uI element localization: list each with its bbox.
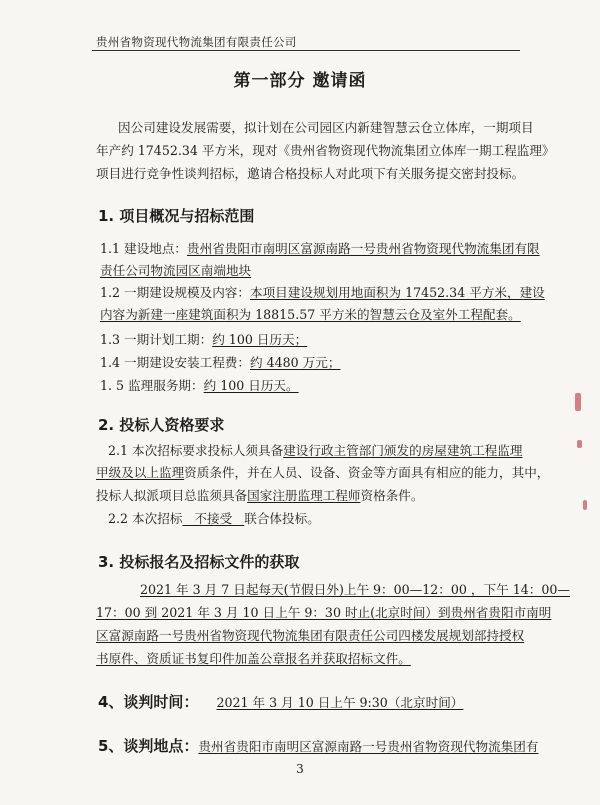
section-3-line-1: 2021 年 3 月 7 日起每天(节假日外)上午 9：00—12：00 ，下午 14：00— [140,582,570,597]
item-1-3-label: 1.3 一期计划工期： [100,332,213,347]
item-1-2 [100,285,545,301]
section-2-heading: 2. 投标人资格要求 [98,416,225,434]
section-3-line-2: 17：00 到 2021 年 3 月 10 日上午 9：30 时止(北京时间）到贵州省贵阳市南明 [96,605,552,620]
item-2-2-text: 2.2 本次招标 [108,511,183,526]
intro-line-3: 项目进行竞争性谈判招标，邀请合格投标人对此项下有关服务提交密封投标。 [96,166,525,181]
item-1-3 [100,332,307,348]
item-2-1-line-3 [96,488,423,504]
item-1-5-value: 约 100 日历天。 [203,378,299,393]
section-5 [98,738,538,755]
item-1-4 [100,355,340,371]
section-5-heading: 5、谈判地点： [98,737,199,755]
item-1-5 [100,378,299,394]
page-header: 贵州省物资现代物流集团有限责任公司 [96,35,297,49]
item-2-1-grade: 甲级及以上监理 [96,465,185,480]
section-3-line-3: 区富源南路一号贵州省物资现代物流集团有限责任公司四楼发展规划部持授权 [96,628,525,643]
item-2-2 [108,511,320,527]
item-2-1-line-3-text: 投标人拟派项目总监须具备 [96,488,248,503]
item-1-3-value: 约 100 日历天； [212,332,308,347]
section-5-value: 贵州省贵阳市南明区富源南路一号贵州省物资现代物流集团有 [198,739,539,754]
section-3-line-4: 书原件、资质证书复印件加盖公章报名并获取招标文件。 [96,651,411,666]
item-2-2-value: 不接受 [182,511,245,526]
item-2-1-certificate: 国家注册监理工程师 [247,488,361,503]
item-2-1-requirement: 建设行政主管部门颁发的房屋建筑工程监理 [283,443,523,458]
item-1-2-text: 本项目建设规划用地面积为 17452.34 平方米，建设 [249,285,545,300]
item-1-2-continued: 内容为新建一座建筑面积为 18815.57 平方米的智慧云仓及室外工程配套。 [100,307,521,322]
item-2-1 [108,443,522,459]
section-3-heading: 3. 投标报名及招标文件的获取 [98,553,300,571]
item-2-1-line-3-end: 资格条件。 [360,488,424,503]
seal-mark [577,440,582,448]
item-1-4-value: 约 4480 万元； [249,355,341,370]
item-1-1 [100,241,540,257]
seal-mark [583,500,587,510]
section-4-value: 2021 年 3 月 10 日上午 9:30（北京时间） [216,695,464,710]
item-2-2-end: 联合体投标。 [244,511,320,526]
section-4 [98,694,463,711]
page-number: 3 [296,762,304,776]
item-2-1-line-2-text: 资质条件，并在人员、设备、资金等方面具有相应的能力，其中， [184,465,550,480]
header-divider [92,50,520,51]
seal-mark [575,393,581,411]
item-2-1-text: 2.1 本次招标要求投标人须具备 [108,443,284,458]
item-2-1-line-2 [96,465,549,481]
intro-line-1: 因公司建设发展需要，拟计划在公司园区内新建智慧云仓立体库，一期项目 [118,120,534,135]
page-title: 第一部分 邀请函 [233,71,367,91]
item-1-1-text: 贵州省贵阳市南明区富源南路一号贵州省物资现代物流集团有限 [187,241,540,256]
intro-line-2: 年产约 17452.34 平方米，现对《贵州省物资现代物流集团立体库一期工程监理》 [96,143,555,158]
section-4-heading: 4、谈判时间： [98,693,199,711]
item-1-4-label: 1.4 一期建设安装工程费： [100,355,250,370]
item-1-2-label: 1.2 一期建设规模及内容： [100,285,250,300]
item-1-1-continued: 责任公司物流园区南端地块 [100,263,252,278]
item-1-1-label: 1.1 建设地点： [100,241,188,256]
section-1-heading: 1. 项目概况与招标范围 [98,207,255,225]
item-1-5-label: 1. 5 监理服务期： [100,378,204,393]
